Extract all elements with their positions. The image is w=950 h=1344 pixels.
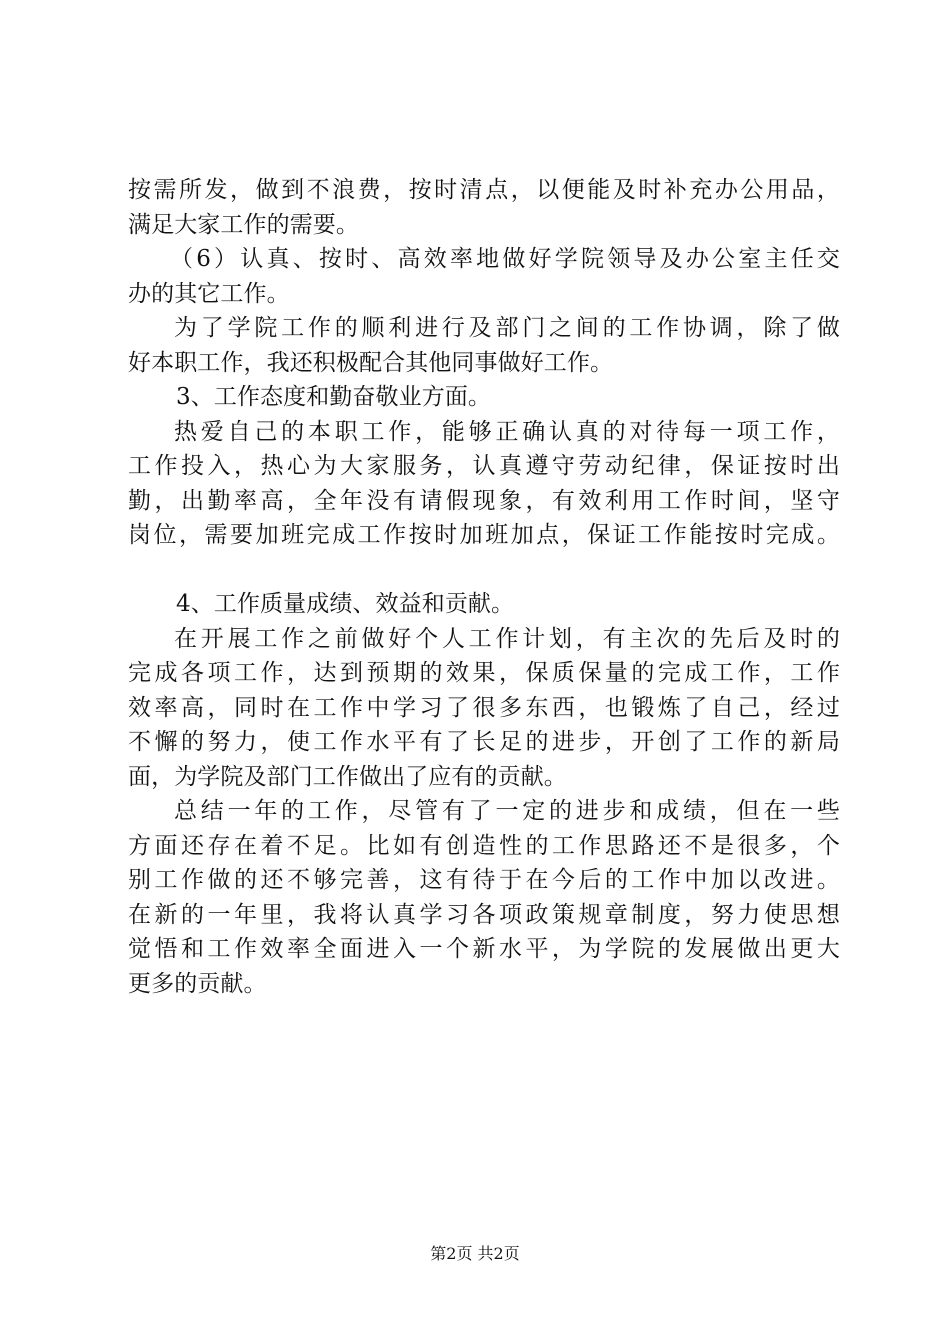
document-body bbox=[128, 173, 840, 1001]
page-number-footer: 第2页 共2页 bbox=[430, 1244, 520, 1263]
text-line: 更多的贡献。 bbox=[128, 970, 267, 997]
text-line: 不懈的努力，使工作水平有了长足的进步，开创了工作的新局 bbox=[128, 729, 840, 755]
text-line: 面，为学院及部门工作做出了应有的贡献。 bbox=[128, 763, 567, 790]
text-line: 岗位，需要加班完成工作按时加班加点，保证工作能按时完成。 bbox=[128, 522, 840, 548]
text-line: 完成各项工作，达到预期的效果，保质保量的完成工作，工作 bbox=[128, 660, 840, 686]
text-line: 方面还存在着不足。比如有创造性的工作思路还不是很多，个 bbox=[128, 832, 840, 859]
text-line: 为了学院工作的顺利进行及部门之间的工作协调，除了做 bbox=[174, 315, 840, 341]
text-line: 在开展工作之前做好个人工作计划，有主次的先后及时的 bbox=[174, 625, 840, 652]
text-line: 按需所发，做到不浪费，按时清点，以便能及时补充办公用品， bbox=[128, 177, 840, 203]
text-line: 效率高，同时在工作中学习了很多东西，也锻炼了自己，经过 bbox=[128, 694, 840, 721]
text-line: 总结一年的工作，尽管有了一定的进步和成绩，但在一些 bbox=[174, 798, 840, 824]
text-line: 满足大家工作的需要。 bbox=[128, 211, 359, 238]
text-line: 热爱自己的本职工作，能够正确认真的对待每一项工作， bbox=[174, 418, 840, 445]
text-line: （6）认真、按时、高效率地做好学院领导及办公室主任交 bbox=[170, 246, 840, 272]
text-line: 觉悟和工作效率全面进入一个新水平，为学院的发展做出更大 bbox=[128, 936, 840, 962]
text-line: 工作投入，热心为大家服务，认真遵守劳动纪律，保证按时出 bbox=[128, 453, 840, 479]
text-line: 勤，出勤率高，全年没有请假现象，有效利用工作时间，坚守 bbox=[128, 487, 840, 514]
section-heading: 4、工作质量成绩、效益和贡献。 bbox=[176, 591, 515, 617]
text-line: 在新的一年里，我将认真学习各项政策规章制度，努力使思想 bbox=[128, 901, 840, 928]
text-line: 办的其它工作。 bbox=[128, 280, 290, 307]
text-line: 别工作做的还不够完善，这有待于在今后的工作中加以改进。 bbox=[128, 867, 840, 893]
section-heading: 3、工作态度和勤奋敬业方面。 bbox=[176, 384, 492, 410]
paragraph-spacer bbox=[128, 553, 840, 588]
text-line: 好本职工作，我还积极配合其他同事做好工作。 bbox=[128, 349, 614, 376]
